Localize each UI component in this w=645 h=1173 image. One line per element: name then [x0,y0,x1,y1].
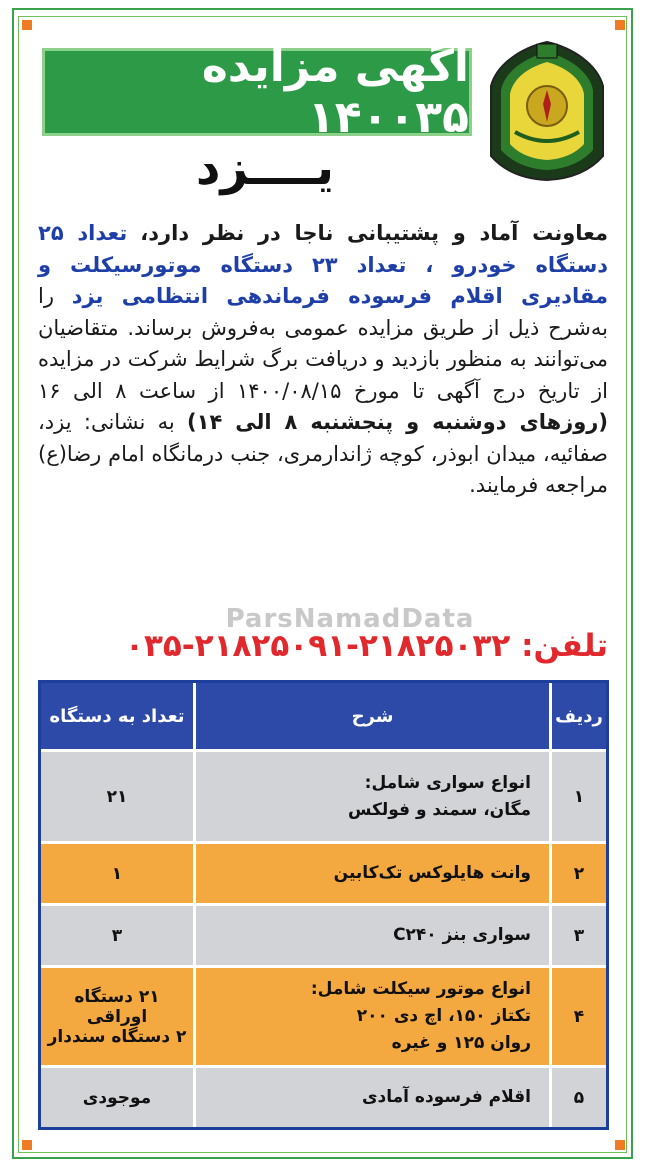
row-number: ۴ [549,965,606,1065]
desc-line: انواع سواری شامل: [364,772,531,793]
announcement-text [38,218,608,502]
row-number: ۲ [549,841,606,903]
header-description: شرح [193,683,549,749]
row-count: ۳ [41,903,193,965]
desc-line: وانت هایلوکس تک‌کابین [333,863,531,883]
watermark: ParsNamadData [225,604,475,634]
title-banner [42,41,472,143]
row-count: ۲۱ [41,749,193,841]
desc-line: سواری بنز C۲۴۰ [393,925,531,945]
page-title: آگهی مزایده ۱۴۰۰۳۵ [201,41,469,143]
header-row-number: ردیف [549,683,606,749]
table-row [41,1065,606,1127]
table-row [41,749,606,841]
desc-line: تکتاز ۱۵۰، اچ دی ۲۰۰ [356,1006,531,1026]
row-number: ۳ [549,903,606,965]
city-title: یــــزد [195,140,335,196]
row-description [193,965,549,1065]
corner-marker [22,20,32,30]
days-text: (روزهای دوشنبه و پنجشنبه ۸ الی ۱۴) [187,410,608,434]
table-row [41,965,606,1065]
desc-line: انواع موتور سیکلت شامل: [310,979,531,999]
count-line: ۲۱ دستگاه اوراقی [74,986,160,1027]
body-text-1: را به‌شرح ذیل از طریق مزایده عمومی به‌فروش برساند. متقاضیان می‌توانند به منظور بازدید و دریافت برگ شرایط شرکت در مزایده از تاریخ درج آگهی تا مورخ ۱۴۰۰/۰۸/۱۵ از ساعت ۸ الی ۱۶ [38,284,608,403]
count-line: ۲ دستگاه سنددار [47,1026,187,1047]
row-description [193,1065,549,1127]
row-count: ۱ [41,841,193,903]
desc-line: مگان، سمند و فولکس [347,799,531,820]
corner-marker [22,1140,32,1150]
corner-marker [615,20,625,30]
intro-text: معاونت آماد و پشتیبانی ناجا در نظر دارد، [140,221,608,245]
phone-number: تلفن: ۲۱۸۲۵۰۳۲-۲۱۸۲۵۰۹۱-۰۳۵ [125,628,608,664]
body-text-2: به نشانی: یزد، صفائیه، میدان ابوذر، کوچه ژاندارمری، جنب درمانگاه امام رضا(ع) مراجعه فرمایند. [38,410,608,497]
row-number: ۵ [549,1065,606,1127]
row-description [193,841,549,903]
highlight-text: تعداد ۲۵ دستگاه خودرو ، تعداد ۲۳ دستگاه موتورسیکلت و مقادیری اقلام فرسوده فرماندهی انتظامی یزد [38,221,609,308]
row-count: موجودی [41,1065,193,1127]
table-row [41,903,606,965]
row-description [193,903,549,965]
items-table [38,680,609,1130]
desc-line: روان ۱۲۵ و غیره [391,1033,531,1053]
table-header-row [41,683,606,749]
row-description [193,749,549,841]
row-number: ۱ [549,749,606,841]
table-row [41,841,606,903]
desc-line: اقلام فرسوده آمادی [361,1087,531,1107]
row-count [41,965,193,1065]
police-emblem-icon [485,38,610,183]
corner-marker [615,1140,625,1150]
header-count: تعداد به دستگاه [41,683,193,749]
